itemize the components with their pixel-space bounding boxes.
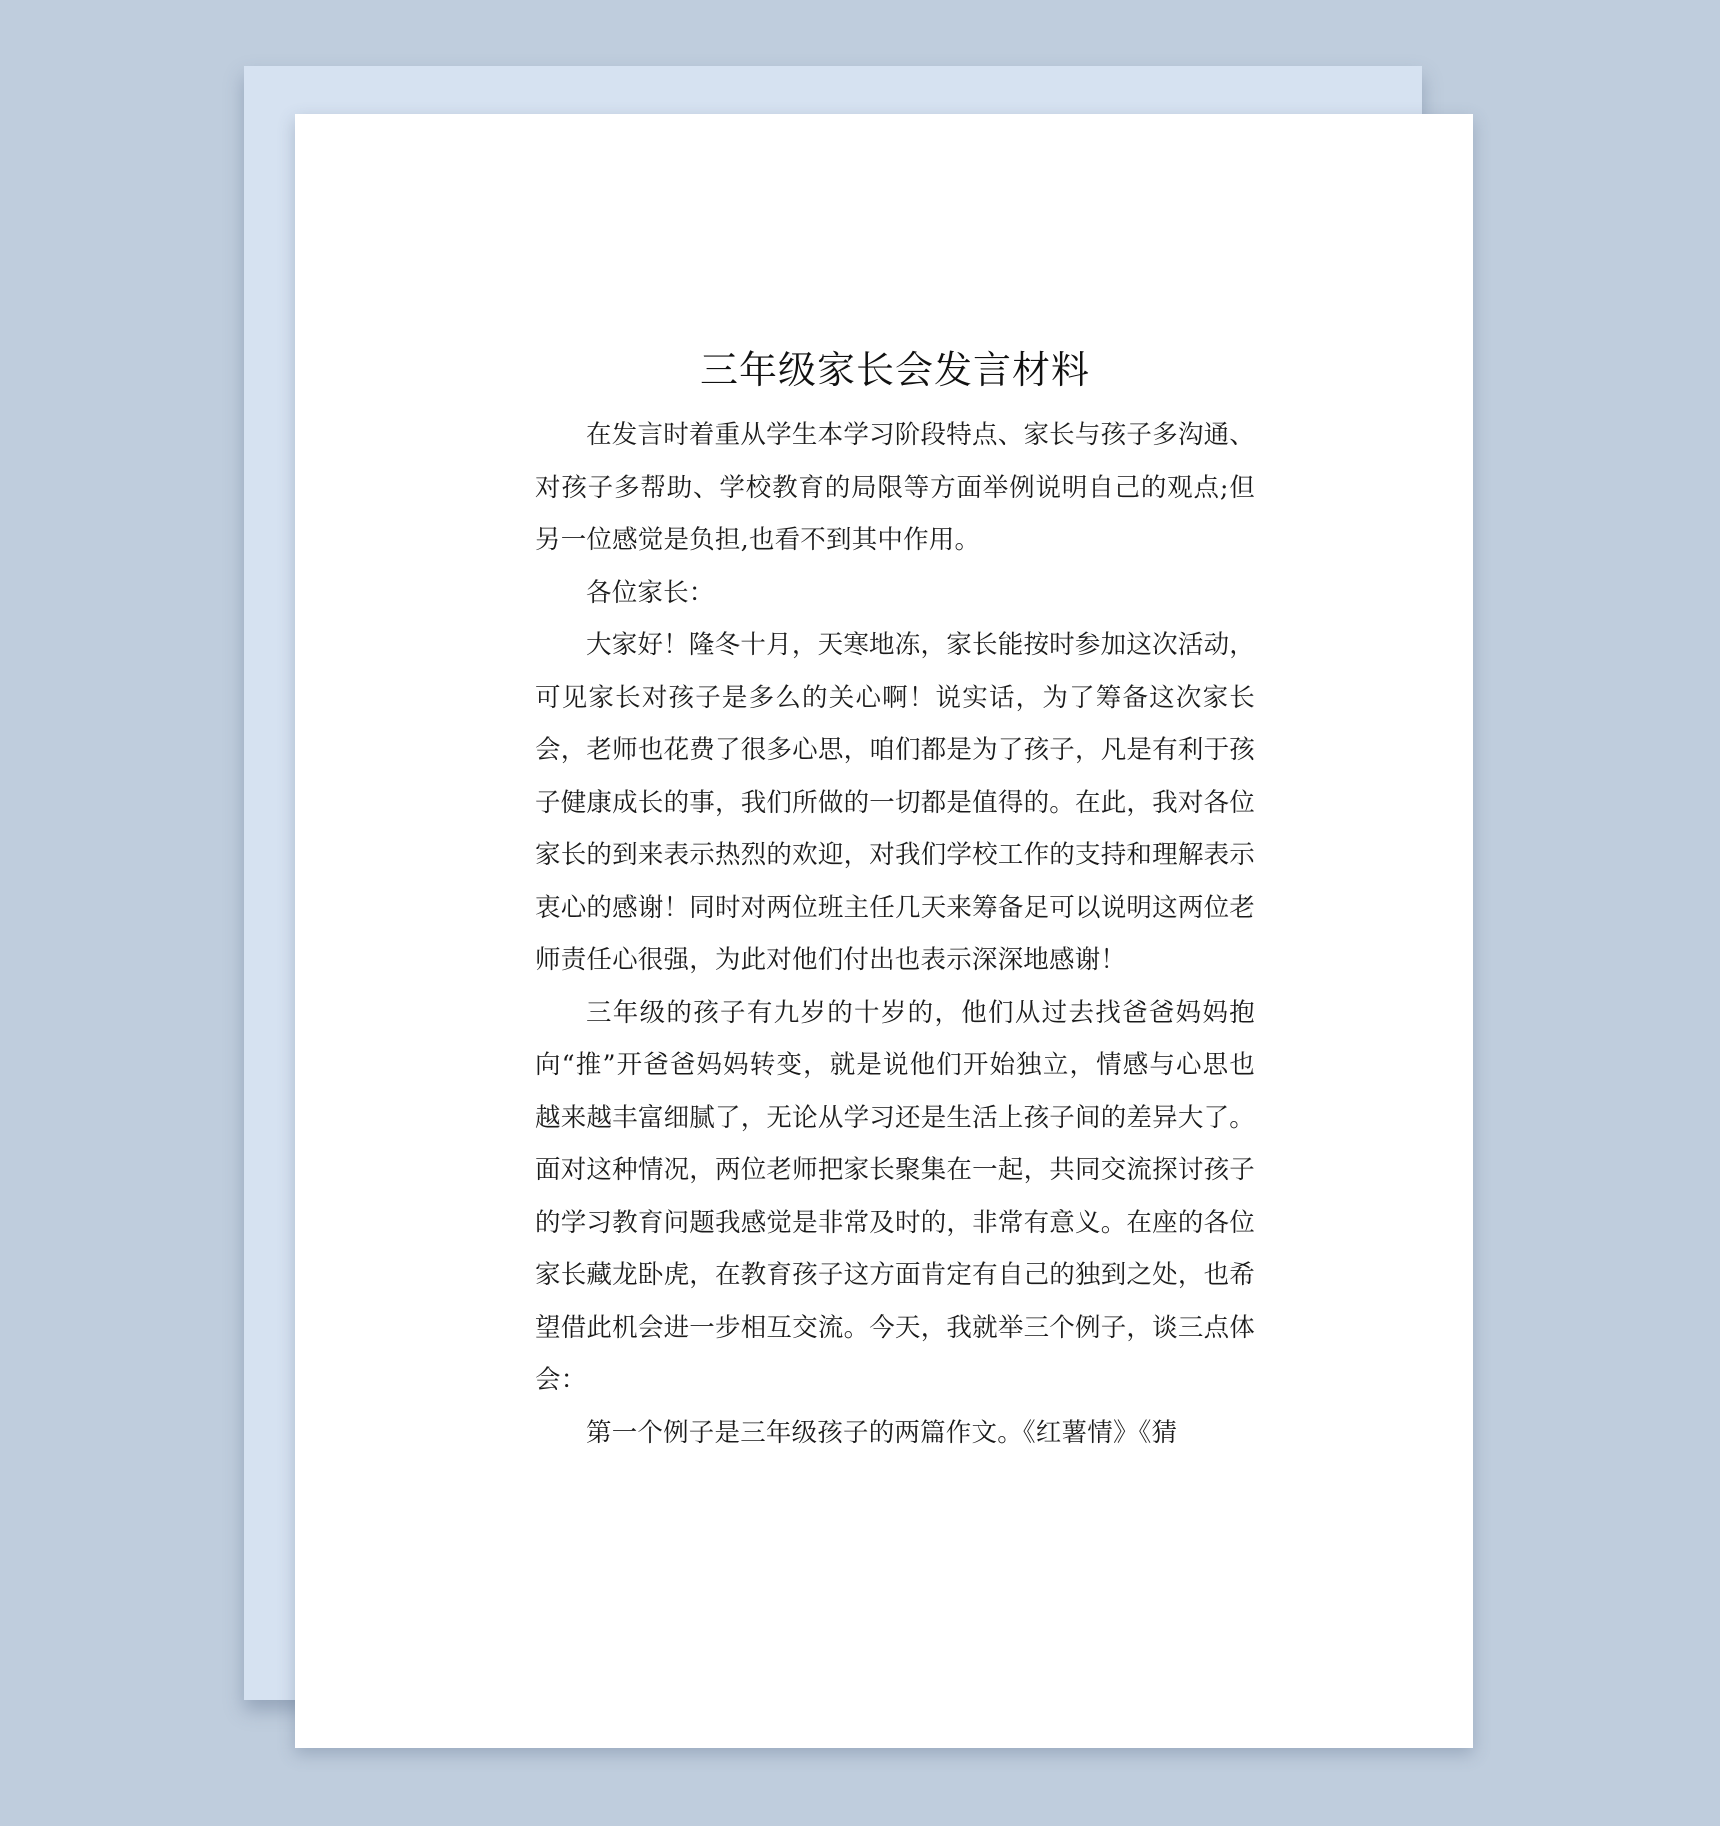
document-page: [295, 114, 1473, 1748]
paragraph-intro: 在发言时着重从学生本学习阶段特点、家长与孩子多沟通、对孩子多帮助、学校教育的局限等方面举例说明自己的观点;但另一位感觉是负担,也看不到其中作用。: [535, 420, 1255, 555]
paragraph-welcome: 大家好！隆冬十月，天寒地冻，家长能按时参加这次活动，可见家长对孩子是多么的关心啊！说实话，为了筹备这次家长会，老师也花费了很多心思，咱们都是为了孩子，凡是有利于孩子健康成长的事，我们所做的一切都是值得的。在此，我对各位家长的到来表示热烈的欢迎，对我们学校工作的支持和理解表示衷心的感谢！同时对两位班主任几天来筹备足可以说明这两位老师责任心很强，为此对他们付出也表示深深地感谢！: [535, 630, 1255, 975]
document-body: [535, 342, 1255, 1459]
paragraph-first-example: 第一个例子是三年级孩子的两篇作文。《红薯情》《猜: [586, 1417, 1178, 1448]
paragraph-salutation: 各位家长：: [586, 577, 715, 608]
document-title: 三年级家长会发言材料: [699, 348, 1090, 392]
paragraph-children-growth: 三年级的孩子有九岁的十岁的，他们从过去找爸爸妈妈抱向“推”开爸爸妈妈转变，就是说他们开始独立，情感与心思也越来越丰富细腻了，无论从学习还是生活上孩子间的差异大了。面对这种情况，两位老师把家长聚集在一起，共同交流探讨孩子的学习教育问题我感觉是非常及时的，非常有意义。在座的各位家长藏龙卧虎，在教育孩子这方面肯定有自己的独到之处，也希望借此机会进一步相互交流。今天，我就举三个例子，谈三点体会：: [535, 997, 1255, 1395]
